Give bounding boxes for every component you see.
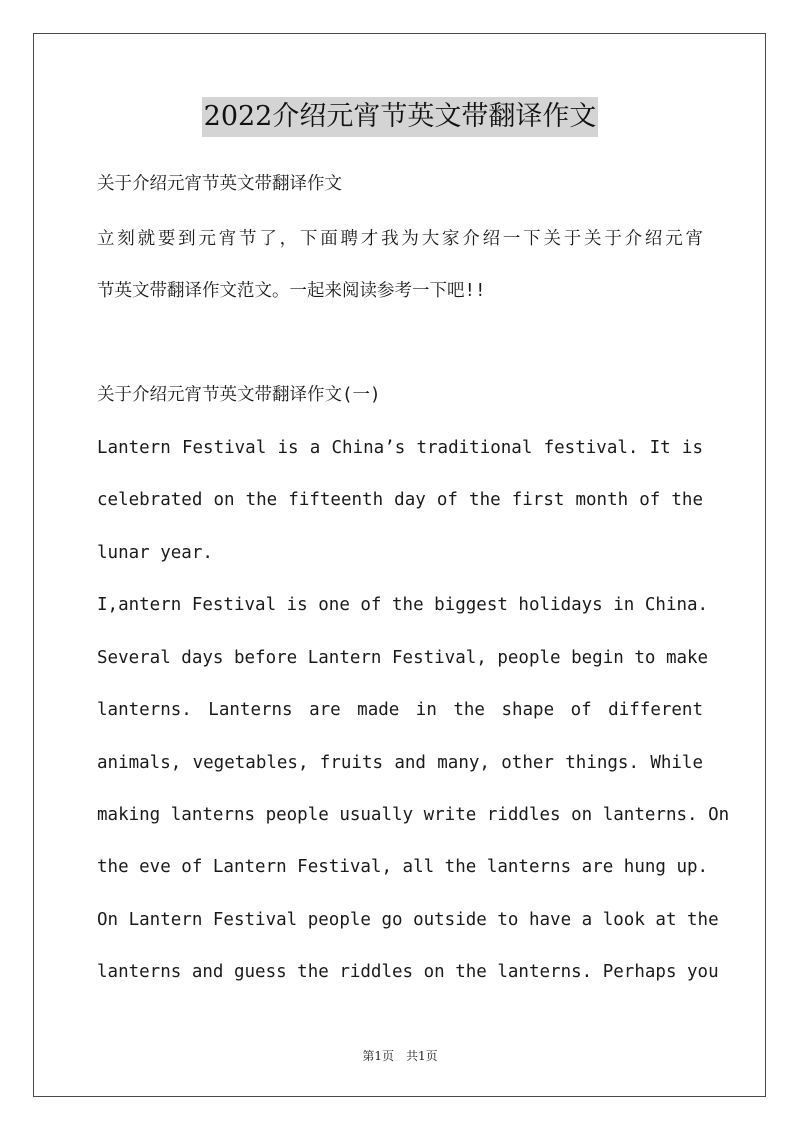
paragraph-heading: 关于介绍元宵节英文带翻译作文 (97, 174, 342, 194)
page-total: 共1页 (406, 1049, 438, 1063)
text-line: lunar year. (97, 543, 213, 563)
page-number: 第1页 (362, 1049, 394, 1063)
text-line: On Lantern Festival people go outside to have a look at the (97, 910, 719, 930)
intro-line-2: 节英文带翻译作文范文。一起来阅读参考一下吧!! (97, 281, 486, 301)
text-line: Lantern Festival is a China’s traditional festival. It is (97, 438, 703, 458)
text-line: lanterns and guess the riddles on the lanterns. Perhaps you (97, 962, 719, 982)
page-footer (0, 1047, 800, 1064)
document-title: 2022介绍元宵节英文带翻译作文 (202, 97, 599, 137)
text-line: Several days before Lantern Festival, people begin to make (97, 648, 709, 668)
text-line: I,antern Festival is one of the biggest holidays in China. (97, 595, 709, 615)
text-line: making lanterns people usually write riddles on lanterns. On (97, 805, 730, 825)
text-line: lanterns. Lanterns are made in the shape of different (97, 700, 703, 720)
title-wrap (0, 97, 800, 137)
text-line: animals, vegetables, fruits and many, other things. While (97, 753, 703, 773)
section-heading: 关于介绍元宵节英文带翻译作文(一) (97, 385, 381, 405)
text-line: the eve of Lantern Festival, all the lanterns are hung up. (97, 857, 709, 877)
text-line: celebrated on the fifteenth day of the first month of the (97, 490, 703, 510)
intro-line-1: 立刻就要到元宵节了，下面聘才我为大家介绍一下关于关于介绍元宵 (97, 229, 703, 249)
